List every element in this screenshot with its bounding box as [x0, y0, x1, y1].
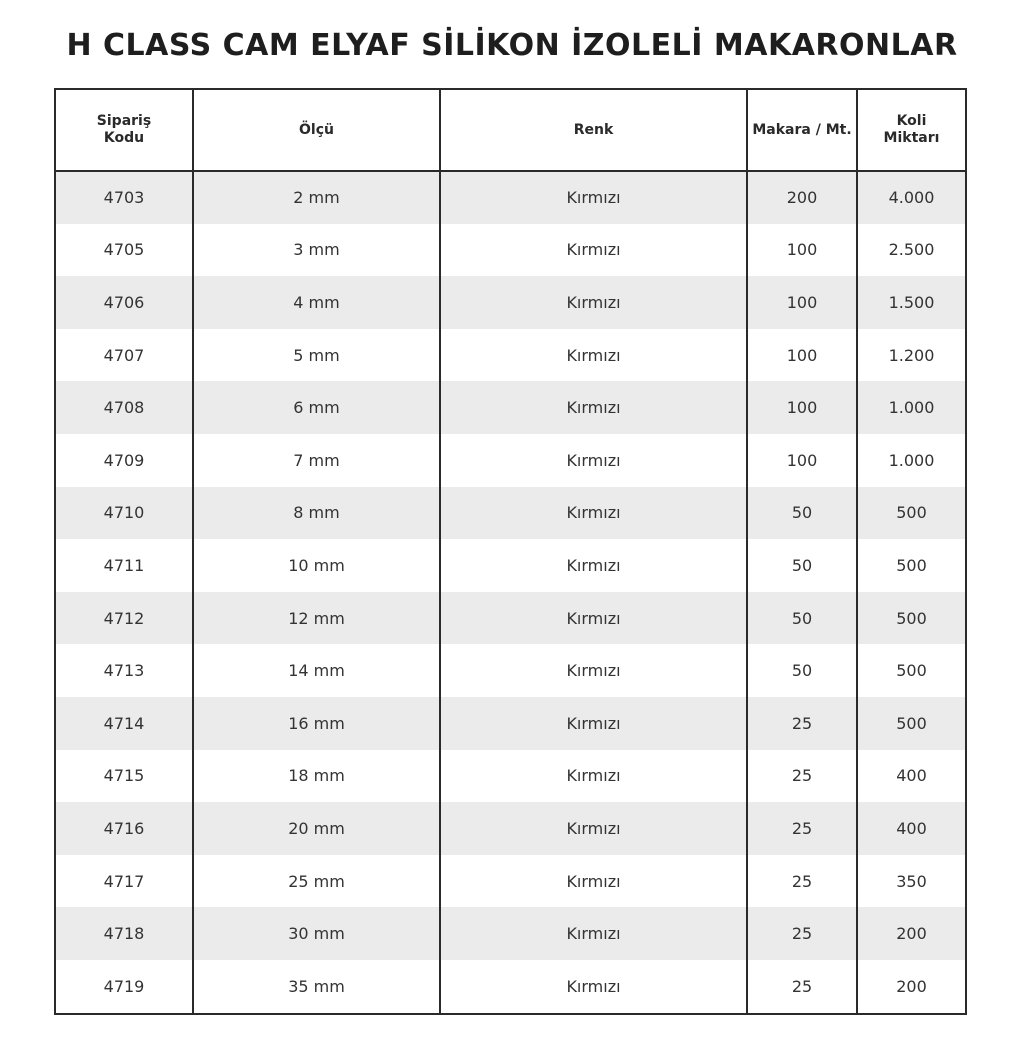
cell-color: Kırmızı — [440, 960, 747, 1013]
cell-color: Kırmızı — [440, 907, 747, 960]
table-row — [56, 960, 965, 1013]
cell-reel-length: 100 — [747, 329, 857, 382]
cell-size: 4 mm — [193, 276, 440, 329]
table-row — [56, 907, 965, 960]
product-table — [56, 90, 965, 1013]
table-row — [56, 855, 965, 908]
cell-reel-length: 100 — [747, 276, 857, 329]
cell-size: 8 mm — [193, 487, 440, 540]
cell-order-code: 4707 — [56, 329, 193, 382]
cell-size: 30 mm — [193, 907, 440, 960]
cell-reel-length: 25 — [747, 750, 857, 803]
cell-size: 35 mm — [193, 960, 440, 1013]
cell-box-quantity: 500 — [857, 539, 965, 592]
cell-order-code: 4714 — [56, 697, 193, 750]
column-header-line: Koli — [896, 113, 927, 129]
cell-color: Kırmızı — [440, 697, 747, 750]
table-row — [56, 750, 965, 803]
cell-reel-length: 200 — [747, 171, 857, 224]
cell-order-code: 4711 — [56, 539, 193, 592]
cell-order-code: 4709 — [56, 434, 193, 487]
cell-color: Kırmızı — [440, 381, 747, 434]
cell-order-code: 4712 — [56, 592, 193, 645]
cell-box-quantity: 1.000 — [857, 434, 965, 487]
cell-color: Kırmızı — [440, 644, 747, 697]
cell-reel-length: 50 — [747, 487, 857, 540]
cell-box-quantity: 500 — [857, 592, 965, 645]
cell-order-code: 4710 — [56, 487, 193, 540]
cell-order-code: 4716 — [56, 802, 193, 855]
cell-size: 14 mm — [193, 644, 440, 697]
cell-box-quantity: 1.500 — [857, 276, 965, 329]
column-header-box-quantity — [857, 90, 965, 171]
table-row — [56, 224, 965, 277]
cell-color: Kırmızı — [440, 329, 747, 382]
column-header-size — [193, 90, 440, 171]
cell-color: Kırmızı — [440, 434, 747, 487]
cell-color: Kırmızı — [440, 171, 747, 224]
cell-box-quantity: 500 — [857, 487, 965, 540]
cell-box-quantity: 400 — [857, 750, 965, 803]
table-row — [56, 381, 965, 434]
cell-color: Kırmızı — [440, 487, 747, 540]
cell-box-quantity: 400 — [857, 802, 965, 855]
cell-color: Kırmızı — [440, 592, 747, 645]
cell-box-quantity: 350 — [857, 855, 965, 908]
column-header-reel-length — [747, 90, 857, 171]
cell-size: 10 mm — [193, 539, 440, 592]
cell-color: Kırmızı — [440, 224, 747, 277]
column-header-color — [440, 90, 747, 171]
cell-reel-length: 25 — [747, 802, 857, 855]
cell-order-code: 4715 — [56, 750, 193, 803]
cell-size: 12 mm — [193, 592, 440, 645]
cell-color: Kırmızı — [440, 539, 747, 592]
cell-reel-length: 25 — [747, 855, 857, 908]
cell-box-quantity: 200 — [857, 907, 965, 960]
cell-box-quantity: 200 — [857, 960, 965, 1013]
cell-reel-length: 100 — [747, 224, 857, 277]
cell-order-code: 4705 — [56, 224, 193, 277]
cell-reel-length: 50 — [747, 592, 857, 645]
cell-order-code: 4718 — [56, 907, 193, 960]
column-header-line: Miktarı — [883, 130, 940, 146]
cell-order-code: 4713 — [56, 644, 193, 697]
table-row — [56, 539, 965, 592]
cell-size: 7 mm — [193, 434, 440, 487]
cell-size: 20 mm — [193, 802, 440, 855]
table-row — [56, 592, 965, 645]
product-table-frame — [54, 88, 967, 1015]
cell-reel-length: 100 — [747, 381, 857, 434]
cell-order-code: 4719 — [56, 960, 193, 1013]
cell-color: Kırmızı — [440, 276, 747, 329]
cell-box-quantity: 1.200 — [857, 329, 965, 382]
cell-size: 5 mm — [193, 329, 440, 382]
column-header-line: Ölçü — [299, 121, 334, 138]
cell-color: Kırmızı — [440, 855, 747, 908]
table-row — [56, 434, 965, 487]
column-header-line: Renk — [573, 121, 614, 138]
column-header-line: Sipariş — [96, 113, 152, 129]
cell-reel-length: 50 — [747, 644, 857, 697]
cell-order-code: 4703 — [56, 171, 193, 224]
cell-box-quantity: 500 — [857, 697, 965, 750]
cell-order-code: 4717 — [56, 855, 193, 908]
cell-reel-length: 100 — [747, 434, 857, 487]
cell-color: Kırmızı — [440, 750, 747, 803]
column-header-line: Makara / Mt. — [752, 121, 852, 138]
column-header-order-code — [56, 90, 193, 171]
column-header-line: Kodu — [103, 130, 145, 146]
table-row — [56, 276, 965, 329]
cell-reel-length: 50 — [747, 539, 857, 592]
table-row — [56, 171, 965, 224]
cell-reel-length: 25 — [747, 960, 857, 1013]
table-header-row — [56, 90, 965, 171]
cell-size: 6 mm — [193, 381, 440, 434]
table-body — [56, 171, 965, 1013]
cell-size: 3 mm — [193, 224, 440, 277]
table-row — [56, 802, 965, 855]
page-title: H CLASS CAM ELYAF SİLİKON İZOLELİ MAKARONLAR — [66, 28, 958, 63]
table-row — [56, 487, 965, 540]
cell-box-quantity: 2.500 — [857, 224, 965, 277]
cell-color: Kırmızı — [440, 802, 747, 855]
cell-reel-length: 25 — [747, 907, 857, 960]
cell-box-quantity: 500 — [857, 644, 965, 697]
cell-size: 2 mm — [193, 171, 440, 224]
cell-order-code: 4708 — [56, 381, 193, 434]
table-row — [56, 697, 965, 750]
cell-size: 25 mm — [193, 855, 440, 908]
cell-box-quantity: 4.000 — [857, 171, 965, 224]
cell-order-code: 4706 — [56, 276, 193, 329]
table-row — [56, 329, 965, 382]
cell-size: 16 mm — [193, 697, 440, 750]
cell-box-quantity: 1.000 — [857, 381, 965, 434]
cell-reel-length: 25 — [747, 697, 857, 750]
cell-size: 18 mm — [193, 750, 440, 803]
table-row — [56, 644, 965, 697]
